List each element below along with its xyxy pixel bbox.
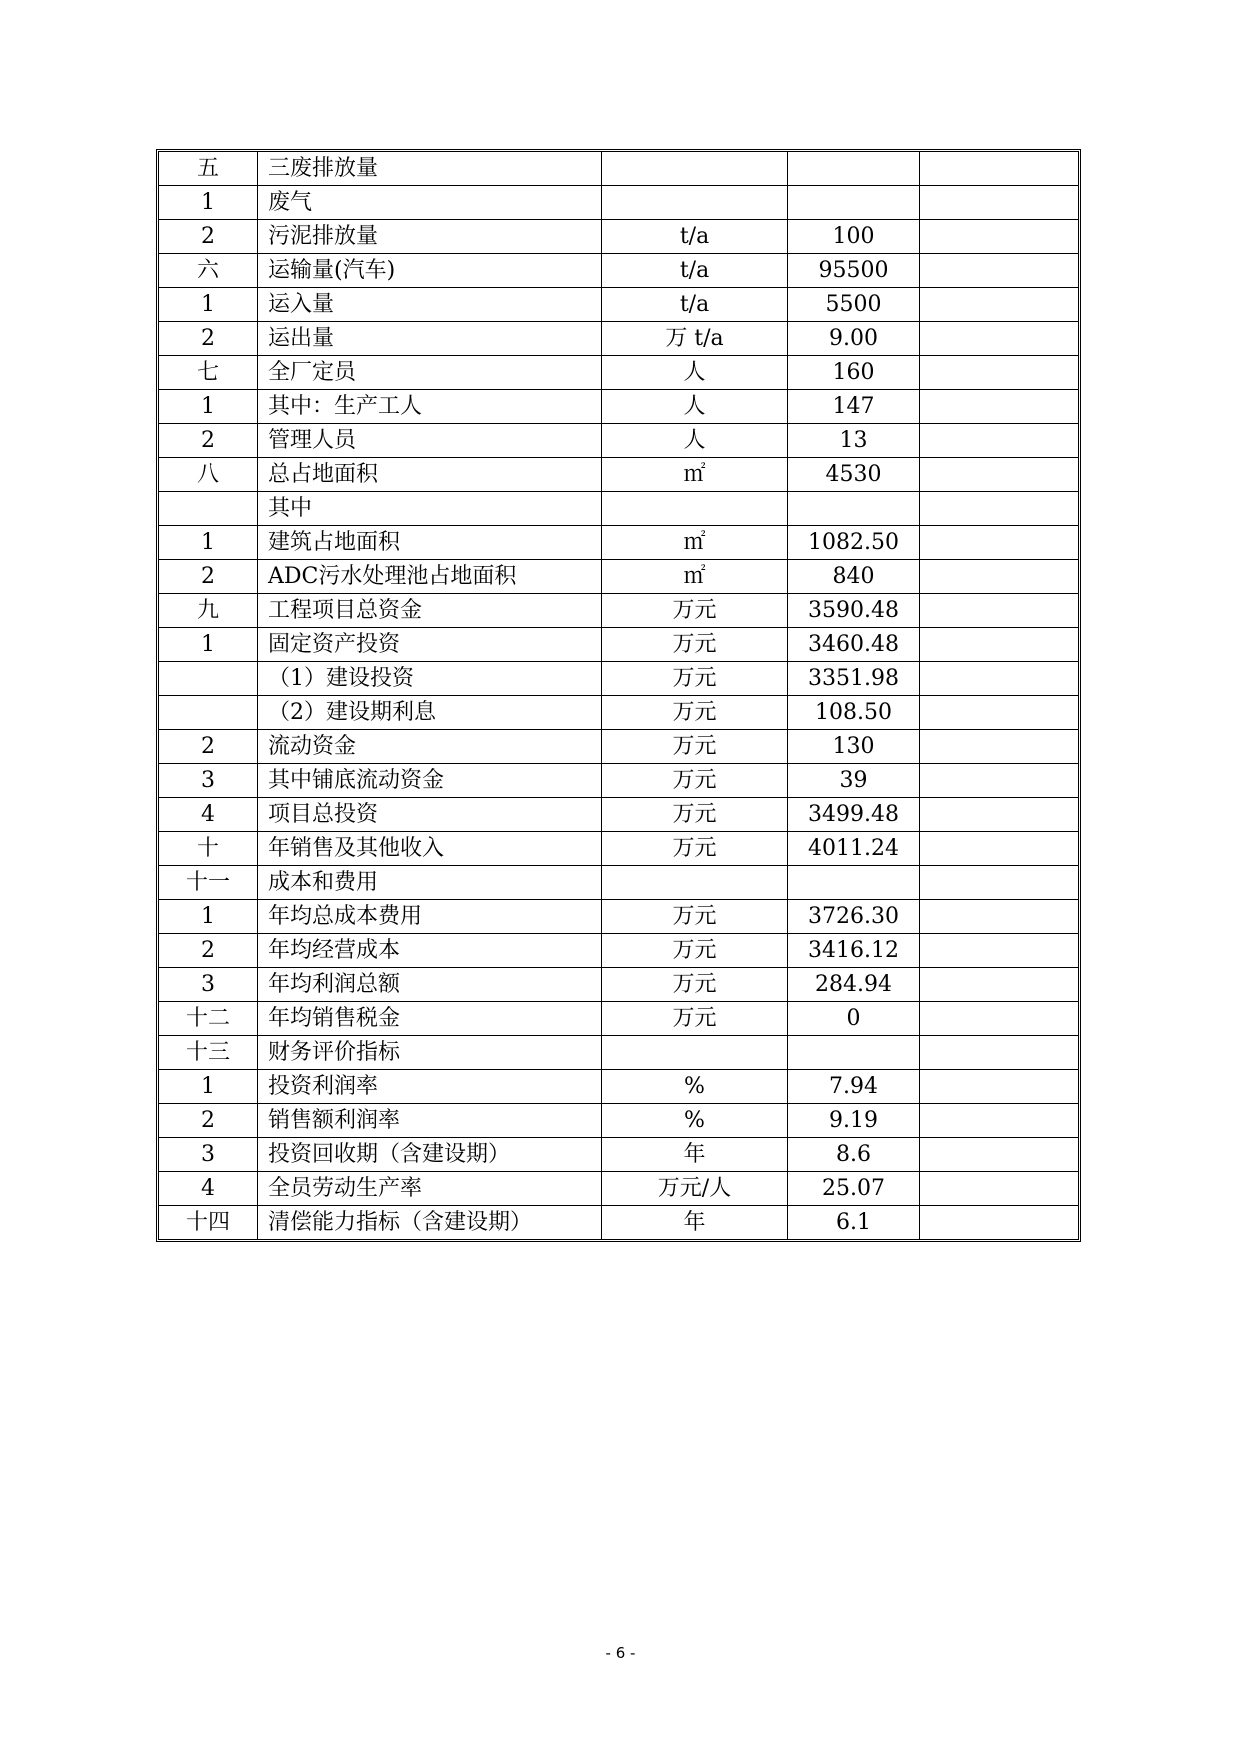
item-name-cell: 流动资金 xyxy=(258,730,602,764)
value-cell: 4011.24 xyxy=(788,832,920,866)
row-number-cell: 1 xyxy=(159,628,258,662)
value-cell: 3351.98 xyxy=(788,662,920,696)
row-number-cell: 2 xyxy=(159,322,258,356)
table-row xyxy=(159,1172,1078,1206)
page-number: - 6 - xyxy=(605,1644,636,1662)
item-name-cell: （2）建设期利息 xyxy=(258,696,602,730)
row-number-cell: 十四 xyxy=(159,1206,258,1240)
item-name-cell: 年均总成本费用 xyxy=(258,900,602,934)
table-row xyxy=(159,594,1078,628)
note-cell xyxy=(920,662,1079,696)
row-number-cell: 五 xyxy=(159,152,258,186)
value-cell: 108.50 xyxy=(788,696,920,730)
item-name-cell: 年销售及其他收入 xyxy=(258,832,602,866)
row-number-cell: 1 xyxy=(159,186,258,220)
value-cell: 3416.12 xyxy=(788,934,920,968)
table-row xyxy=(159,662,1078,696)
table-row xyxy=(159,628,1078,662)
row-number-cell: 十三 xyxy=(159,1036,258,1070)
table-row xyxy=(159,356,1078,390)
unit-cell: t/a xyxy=(602,288,788,322)
row-number-cell: 2 xyxy=(159,560,258,594)
value-cell: 130 xyxy=(788,730,920,764)
note-cell xyxy=(920,288,1079,322)
data-table xyxy=(156,149,1081,1242)
note-cell xyxy=(920,492,1079,526)
row-number-cell: 1 xyxy=(159,900,258,934)
unit-cell: 万元 xyxy=(602,832,788,866)
note-cell xyxy=(920,968,1079,1002)
item-name-cell: 固定资产投资 xyxy=(258,628,602,662)
row-number-cell: 2 xyxy=(159,220,258,254)
row-number-cell: 3 xyxy=(159,764,258,798)
unit-cell: 万元 xyxy=(602,1002,788,1036)
table-row xyxy=(159,1036,1078,1070)
note-cell xyxy=(920,832,1079,866)
row-number-cell: 十二 xyxy=(159,1002,258,1036)
item-name-cell: 投资利润率 xyxy=(258,1070,602,1104)
note-cell xyxy=(920,1206,1079,1240)
row-number-cell: 2 xyxy=(159,424,258,458)
item-name-cell: 废气 xyxy=(258,186,602,220)
row-number-cell: 十一 xyxy=(159,866,258,900)
value-cell: 9.19 xyxy=(788,1104,920,1138)
unit-cell: 万元 xyxy=(602,798,788,832)
note-cell xyxy=(920,322,1079,356)
unit-cell: ㎡ xyxy=(602,526,788,560)
unit-cell: 人 xyxy=(602,390,788,424)
unit-cell: 万元/人 xyxy=(602,1172,788,1206)
value-cell: 284.94 xyxy=(788,968,920,1002)
table-row xyxy=(159,322,1078,356)
value-cell: 3590.48 xyxy=(788,594,920,628)
item-name-cell: 建筑占地面积 xyxy=(258,526,602,560)
row-number-cell: 八 xyxy=(159,458,258,492)
value-cell: 840 xyxy=(788,560,920,594)
unit-cell: t/a xyxy=(602,220,788,254)
unit-cell: 万元 xyxy=(602,730,788,764)
table-row xyxy=(159,390,1078,424)
note-cell xyxy=(920,424,1079,458)
unit-cell: 万元 xyxy=(602,934,788,968)
note-cell xyxy=(920,1104,1079,1138)
value-cell: 25.07 xyxy=(788,1172,920,1206)
value-cell: 95500 xyxy=(788,254,920,288)
value-cell: 9.00 xyxy=(788,322,920,356)
row-number-cell: 1 xyxy=(159,390,258,424)
item-name-cell: 全厂定员 xyxy=(258,356,602,390)
table-row xyxy=(159,560,1078,594)
value-cell: 3460.48 xyxy=(788,628,920,662)
item-name-cell: 年均利润总额 xyxy=(258,968,602,1002)
unit-cell: 万元 xyxy=(602,968,788,1002)
item-name-cell: 销售额利润率 xyxy=(258,1104,602,1138)
row-number-cell: 六 xyxy=(159,254,258,288)
value-cell xyxy=(788,1036,920,1070)
unit-cell: ㎡ xyxy=(602,458,788,492)
note-cell xyxy=(920,730,1079,764)
value-cell xyxy=(788,152,920,186)
table-row xyxy=(159,764,1078,798)
row-number-cell: 2 xyxy=(159,1104,258,1138)
unit-cell: 人 xyxy=(602,424,788,458)
row-number-cell: 1 xyxy=(159,1070,258,1104)
row-number-cell: 1 xyxy=(159,288,258,322)
note-cell xyxy=(920,628,1079,662)
table-row xyxy=(159,526,1078,560)
note-cell xyxy=(920,764,1079,798)
note-cell xyxy=(920,526,1079,560)
note-cell xyxy=(920,356,1079,390)
note-cell xyxy=(920,696,1079,730)
note-cell xyxy=(920,220,1079,254)
unit-cell: t/a xyxy=(602,254,788,288)
unit-cell: 年 xyxy=(602,1206,788,1240)
note-cell xyxy=(920,900,1079,934)
note-cell xyxy=(920,152,1079,186)
unit-cell: 年 xyxy=(602,1138,788,1172)
table-row xyxy=(159,1104,1078,1138)
unit-cell: % xyxy=(602,1070,788,1104)
table-row xyxy=(159,1002,1078,1036)
table-row xyxy=(159,1206,1078,1240)
value-cell: 3726.30 xyxy=(788,900,920,934)
note-cell xyxy=(920,458,1079,492)
value-cell xyxy=(788,492,920,526)
row-number-cell: 九 xyxy=(159,594,258,628)
note-cell xyxy=(920,594,1079,628)
table-row xyxy=(159,934,1078,968)
row-number-cell: 3 xyxy=(159,1138,258,1172)
unit-cell xyxy=(602,1036,788,1070)
unit-cell: 万元 xyxy=(602,764,788,798)
table-row xyxy=(159,900,1078,934)
unit-cell: 万元 xyxy=(602,696,788,730)
value-cell: 160 xyxy=(788,356,920,390)
table-row xyxy=(159,1138,1078,1172)
note-cell xyxy=(920,1070,1079,1104)
item-name-cell: 三废排放量 xyxy=(258,152,602,186)
unit-cell xyxy=(602,492,788,526)
value-cell: 3499.48 xyxy=(788,798,920,832)
value-cell: 0 xyxy=(788,1002,920,1036)
row-number-cell: 2 xyxy=(159,730,258,764)
item-name-cell: 年均经营成本 xyxy=(258,934,602,968)
item-name-cell: ADC污水处理池占地面积 xyxy=(258,560,602,594)
table-row xyxy=(159,254,1078,288)
table-row xyxy=(159,866,1078,900)
note-cell xyxy=(920,560,1079,594)
table-row xyxy=(159,968,1078,1002)
table-row xyxy=(159,458,1078,492)
note-cell xyxy=(920,866,1079,900)
table-row xyxy=(159,424,1078,458)
unit-cell: 万元 xyxy=(602,594,788,628)
unit-cell: ㎡ xyxy=(602,560,788,594)
row-number-cell: 七 xyxy=(159,356,258,390)
item-name-cell: 年均销售税金 xyxy=(258,1002,602,1036)
table-row xyxy=(159,730,1078,764)
value-cell: 7.94 xyxy=(788,1070,920,1104)
note-cell xyxy=(920,798,1079,832)
row-number-cell: 2 xyxy=(159,934,258,968)
table-row xyxy=(159,696,1078,730)
note-cell xyxy=(920,390,1079,424)
table-row xyxy=(159,1070,1078,1104)
table-row xyxy=(159,186,1078,220)
item-name-cell: 运出量 xyxy=(258,322,602,356)
item-name-cell: 管理人员 xyxy=(258,424,602,458)
item-name-cell: 财务评价指标 xyxy=(258,1036,602,1070)
value-cell: 13 xyxy=(788,424,920,458)
unit-cell xyxy=(602,866,788,900)
table-row xyxy=(159,832,1078,866)
table-row xyxy=(159,492,1078,526)
note-cell xyxy=(920,1172,1079,1206)
value-cell: 5500 xyxy=(788,288,920,322)
item-name-cell: 其中铺底流动资金 xyxy=(258,764,602,798)
item-name-cell: （1）建设投资 xyxy=(258,662,602,696)
row-number-cell: 3 xyxy=(159,968,258,1002)
note-cell xyxy=(920,934,1079,968)
item-name-cell: 全员劳动生产率 xyxy=(258,1172,602,1206)
item-name-cell: 投资回收期（含建设期） xyxy=(258,1138,602,1172)
unit-cell: 万 t/a xyxy=(602,322,788,356)
note-cell xyxy=(920,1036,1079,1070)
value-cell: 39 xyxy=(788,764,920,798)
row-number-cell xyxy=(159,696,258,730)
table-row xyxy=(159,288,1078,322)
value-cell: 100 xyxy=(788,220,920,254)
unit-cell xyxy=(602,152,788,186)
unit-cell: % xyxy=(602,1104,788,1138)
unit-cell: 万元 xyxy=(602,900,788,934)
unit-cell: 人 xyxy=(602,356,788,390)
note-cell xyxy=(920,1002,1079,1036)
value-cell xyxy=(788,186,920,220)
table-body xyxy=(159,152,1078,1239)
item-name-cell: 成本和费用 xyxy=(258,866,602,900)
row-number-cell: 4 xyxy=(159,798,258,832)
item-name-cell: 运入量 xyxy=(258,288,602,322)
item-name-cell: 总占地面积 xyxy=(258,458,602,492)
row-number-cell: 十 xyxy=(159,832,258,866)
row-number-cell: 4 xyxy=(159,1172,258,1206)
row-number-cell xyxy=(159,492,258,526)
value-cell: 8.6 xyxy=(788,1138,920,1172)
value-cell: 1082.50 xyxy=(788,526,920,560)
table-row xyxy=(159,220,1078,254)
unit-cell xyxy=(602,186,788,220)
item-name-cell: 运输量(汽车) xyxy=(258,254,602,288)
value-cell: 4530 xyxy=(788,458,920,492)
item-name-cell: 工程项目总资金 xyxy=(258,594,602,628)
note-cell xyxy=(920,254,1079,288)
note-cell xyxy=(920,186,1079,220)
value-cell: 6.1 xyxy=(788,1206,920,1240)
row-number-cell: 1 xyxy=(159,526,258,560)
item-name-cell: 清偿能力指标（含建设期） xyxy=(258,1206,602,1240)
item-name-cell: 其中 xyxy=(258,492,602,526)
note-cell xyxy=(920,1138,1079,1172)
value-cell xyxy=(788,866,920,900)
unit-cell: 万元 xyxy=(602,662,788,696)
item-name-cell: 其中：生产工人 xyxy=(258,390,602,424)
value-cell: 147 xyxy=(788,390,920,424)
item-name-cell: 污泥排放量 xyxy=(258,220,602,254)
row-number-cell xyxy=(159,662,258,696)
table-row xyxy=(159,798,1078,832)
table-row xyxy=(159,152,1078,186)
item-name-cell: 项目总投资 xyxy=(258,798,602,832)
unit-cell: 万元 xyxy=(602,628,788,662)
